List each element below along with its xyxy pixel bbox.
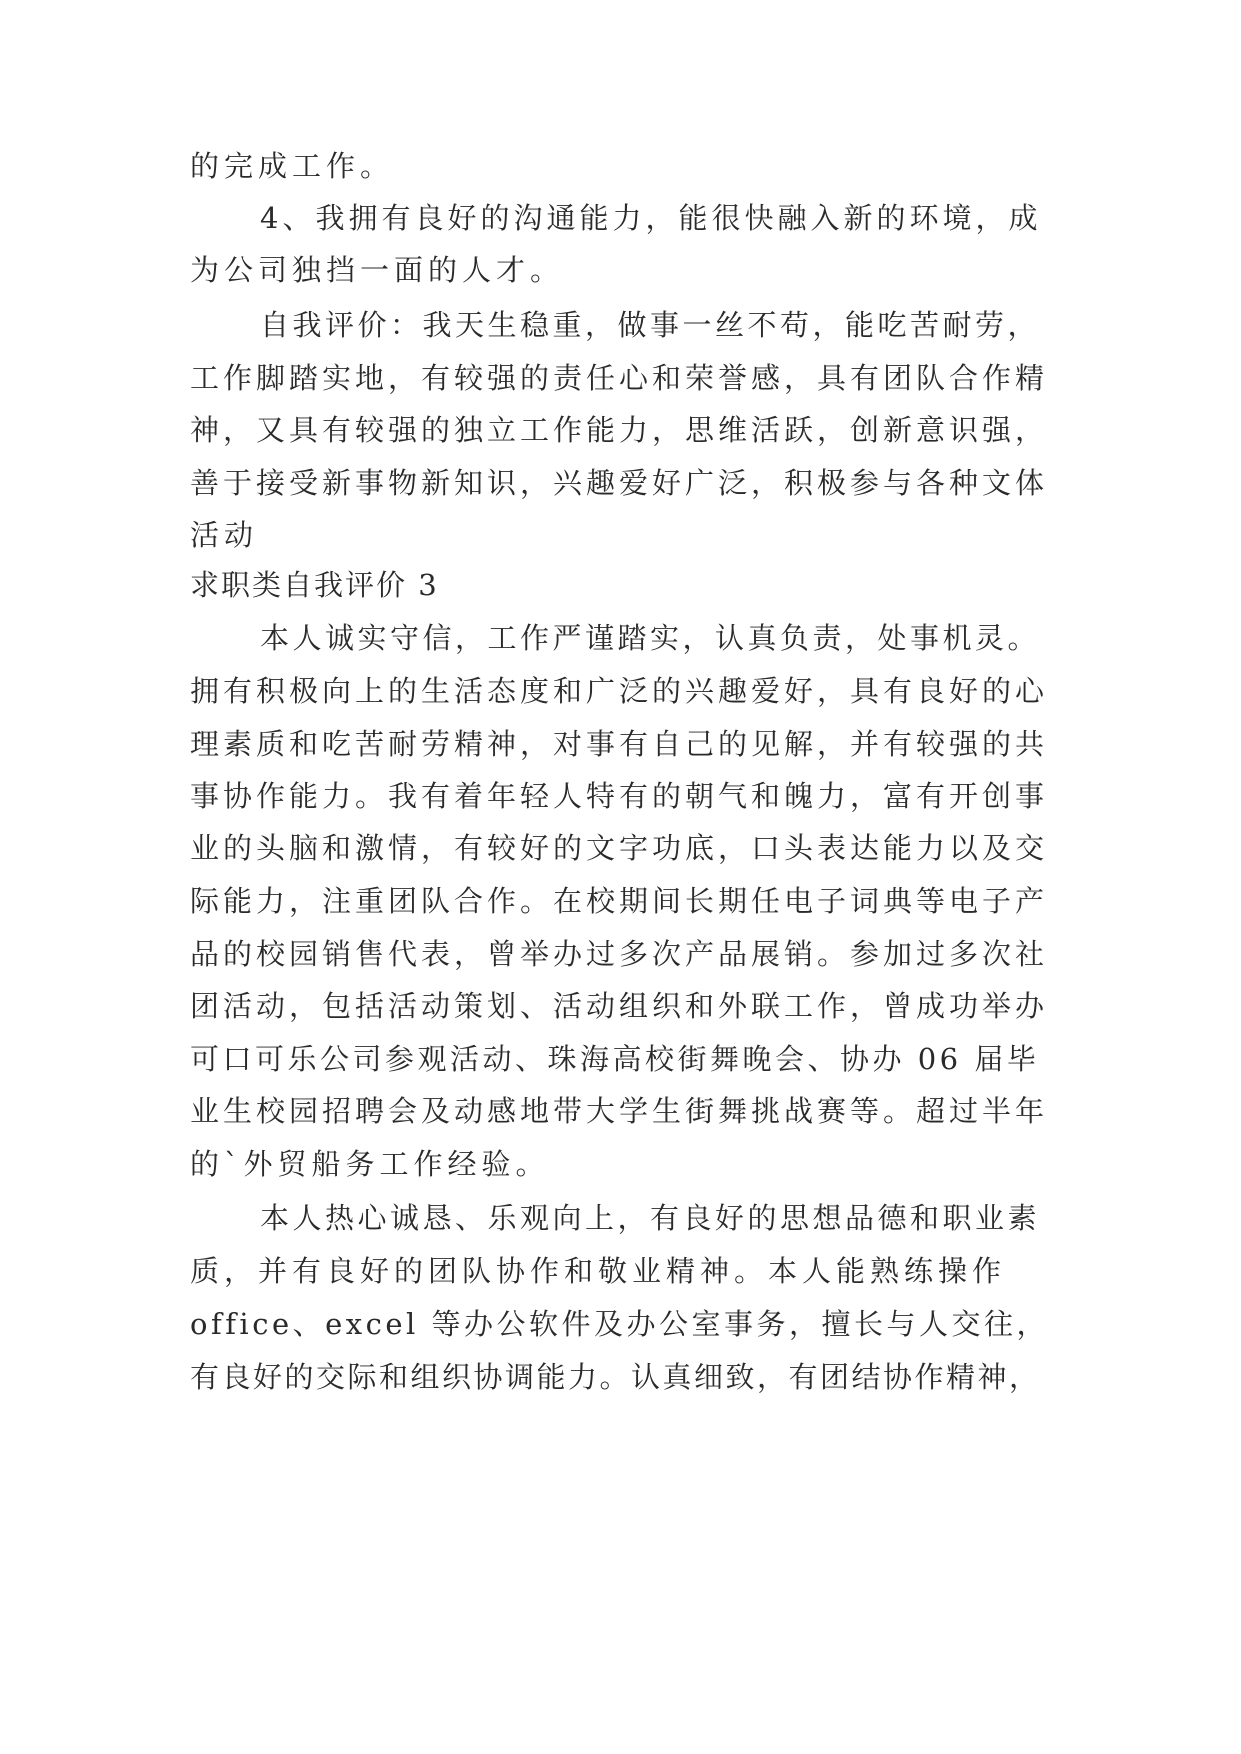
text-line: office、excel 等办公软件及办公室事务，擅长与人交往，	[190, 1307, 1050, 1341]
text-line: 团活动，包括活动策划、活动组织和外联工作，曾成功举办	[190, 989, 1049, 1023]
text-line: 的`外贸船务工作经验。	[190, 1147, 550, 1181]
text-line: 善于接受新事物新知识，兴趣爱好广泛，积极参与各种文体	[190, 466, 1049, 500]
text-line: 为公司独挡一面的人才。	[190, 253, 565, 287]
text-line: 理素质和吃苦耐劳精神，对事有自己的见解，并有较强的共	[190, 727, 1049, 761]
section-heading: 求职类自我评价 3	[190, 568, 439, 602]
text-line: 神，又具有较强的独立工作能力，思维活跃，创新意识强，	[190, 413, 1049, 447]
text-line: 质，并有良好的团队协作和敬业精神。本人能熟练操作	[190, 1254, 1007, 1288]
text-line: 拥有积极向上的生活态度和广泛的兴趣爱好，具有良好的心	[190, 674, 1049, 708]
text-line: 业的头脑和激情，有较好的文字功底，口头表达能力以及交	[190, 831, 1049, 865]
text-line: 本人热心诚恳、乐观向上，有良好的思想品德和职业素	[260, 1201, 1041, 1235]
text-line: 活动	[190, 518, 259, 552]
text-line: 可口可乐公司参观活动、珠海高校街舞晚会、协办 06 届毕	[190, 1042, 1040, 1076]
text-line: 际能力，注重团队合作。在校期间长期任电子词典等电子产	[190, 884, 1049, 918]
text-line: 品的校园销售代表，曾举办过多次产品展销。参加过多次社	[190, 937, 1049, 971]
text-line: 自我评价：我天生稳重，做事一丝不苟，能吃苦耐劳，	[260, 308, 1041, 342]
text-line: 4、我拥有良好的沟通能力，能很快融入新的环境，成	[260, 201, 1042, 235]
text-line: 工作脚踏实地，有较强的责任心和荣誉感，具有团队合作精	[190, 361, 1049, 395]
text-line: 有良好的交际和组织协调能力。认真细致，有团结协作精神，	[190, 1360, 1041, 1394]
text-line: 的完成工作。	[190, 149, 395, 183]
text-line: 事协作能力。我有着年轻人特有的朝气和魄力，富有开创事	[190, 779, 1049, 813]
text-line: 本人诚实守信，工作严谨踏实，认真负责，处事机灵。	[260, 621, 1041, 655]
text-line: 业生校园招聘会及动感地带大学生街舞挑战赛等。超过半年	[190, 1094, 1049, 1128]
